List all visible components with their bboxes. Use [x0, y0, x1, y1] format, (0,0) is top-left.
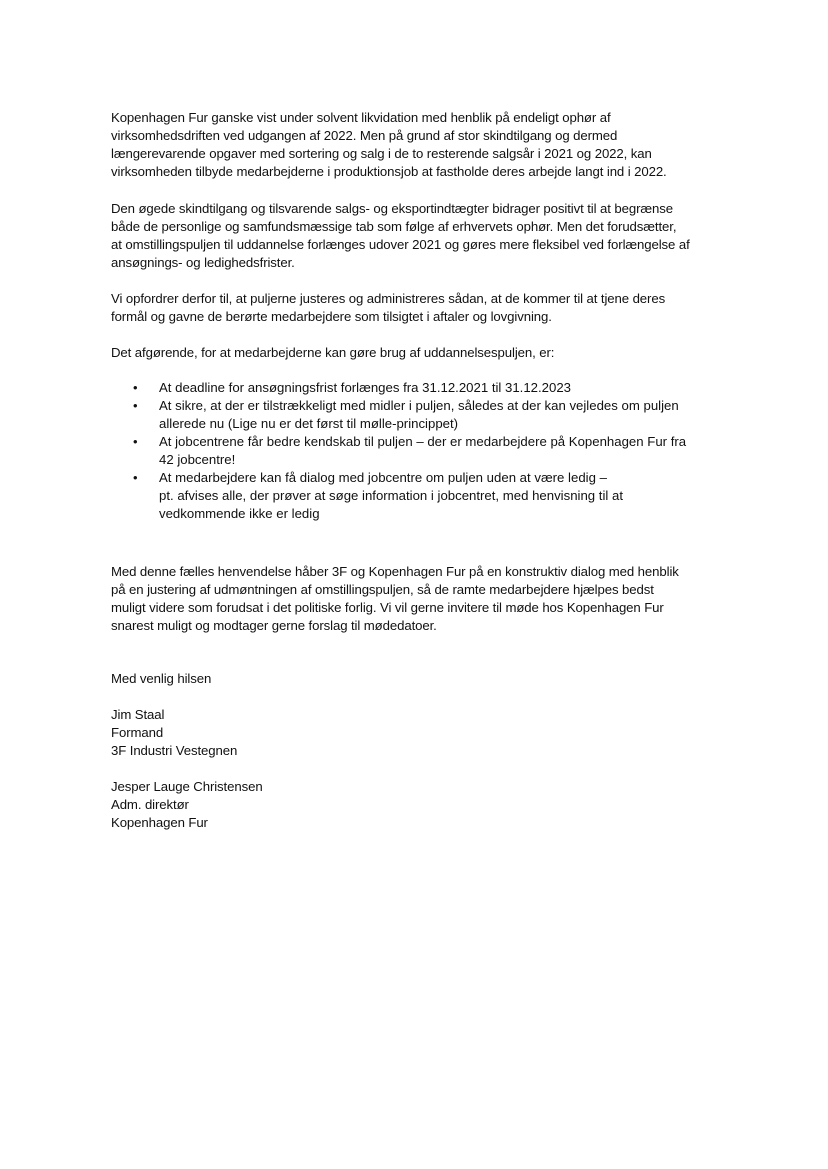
signatory-block — [111, 706, 723, 760]
signatory-name: Jesper Lauge Christensen — [111, 779, 263, 794]
greeting: Med venlig hilsen — [111, 671, 212, 686]
signatory-org: Kopenhagen Fur — [111, 815, 208, 830]
paragraph-skin-supply: Den øgede skindtilgang og tilsvarende salgs- og eksportindtægter bidrager positivt til at begrænse både de personlige og samfundsmæssige tab som følge af erhvervets ophør. Men det forudsætter, at omstillingspuljen til uddannelse forlænges udover 2021 og gøres mere fleksibel ved forlængelse af ansøgnings- og ledighedsfrister. — [111, 201, 690, 270]
signatory-title: Adm. direktør — [111, 797, 189, 812]
bullet-icon: • — [133, 380, 138, 395]
key-points-list — [111, 379, 731, 523]
bullet-icon: • — [133, 470, 138, 485]
paragraph-key-points-intro: Det afgørende, for at medarbejderne kan gøre brug af uddannelsespuljen, er: — [111, 345, 555, 360]
signatory-block — [111, 778, 723, 832]
list-item: • At sikre, at der er tilstrækkeligt med midler i puljen, således at der kan vejledes om puljen allerede nu (Lige nu er det først til mølle-princippet) — [133, 398, 679, 431]
paragraph-request: Vi opfordrer derfor til, at puljerne justeres og administreres sådan, at de kommer til at tjene deres formål og gavne de berørte medarbejdere som tilsigtet i aftaler og lovgivning. — [111, 291, 666, 324]
signatory-org: 3F Industri Vestegnen — [111, 743, 238, 758]
bullet-icon: • — [133, 398, 138, 413]
signatory-name: Jim Staal — [111, 707, 165, 722]
list-item: • At medarbejdere kan få dialog med jobcentre om puljen uden at være ledig – pt. afvises alle, der prøver at søge information i jobcentret, med henvisning til at vedkommende ikke er ledig — [133, 470, 623, 521]
list-item: • At jobcentrene får bedre kendskab til puljen – der er medarbejdere på Kopenhagen Fur fra 42 jobcentre! — [133, 434, 687, 467]
paragraph-closing: Med denne fælles henvendelse håber 3F og Kopenhagen Fur på en konstruktiv dialog med henblik på en justering af udmøntningen af omstillingspuljen, så de ramte medarbejdere hjælpes bedst muligt videre som forudsat i det politiske forlig. Vi vil gerne invitere til møde hos Kopenhagen Fur snarest muligt og modtager gerne forslag til mødedatoer. — [111, 564, 679, 633]
list-item: • At deadline for ansøgningsfrist forlænges fra 31.12.2021 til 31.12.2023 — [133, 380, 572, 395]
bullet-icon: • — [133, 434, 138, 449]
paragraph-intro: Kopenhagen Fur ganske vist under solvent likvidation med henblik på endeligt ophør af virksomhedsdriften ved udgangen af 2022. Men på grund af stor skindtilgang og dermed længerevarende opgaver med sortering og salg i de to resterende salgsår i 2021 og 2022, kan virksomheden tilbyde medarbejderne i produktionsjob at fastholde deres arbejde langt ind i 2022. — [111, 110, 667, 179]
signatory-title: Formand — [111, 725, 164, 740]
